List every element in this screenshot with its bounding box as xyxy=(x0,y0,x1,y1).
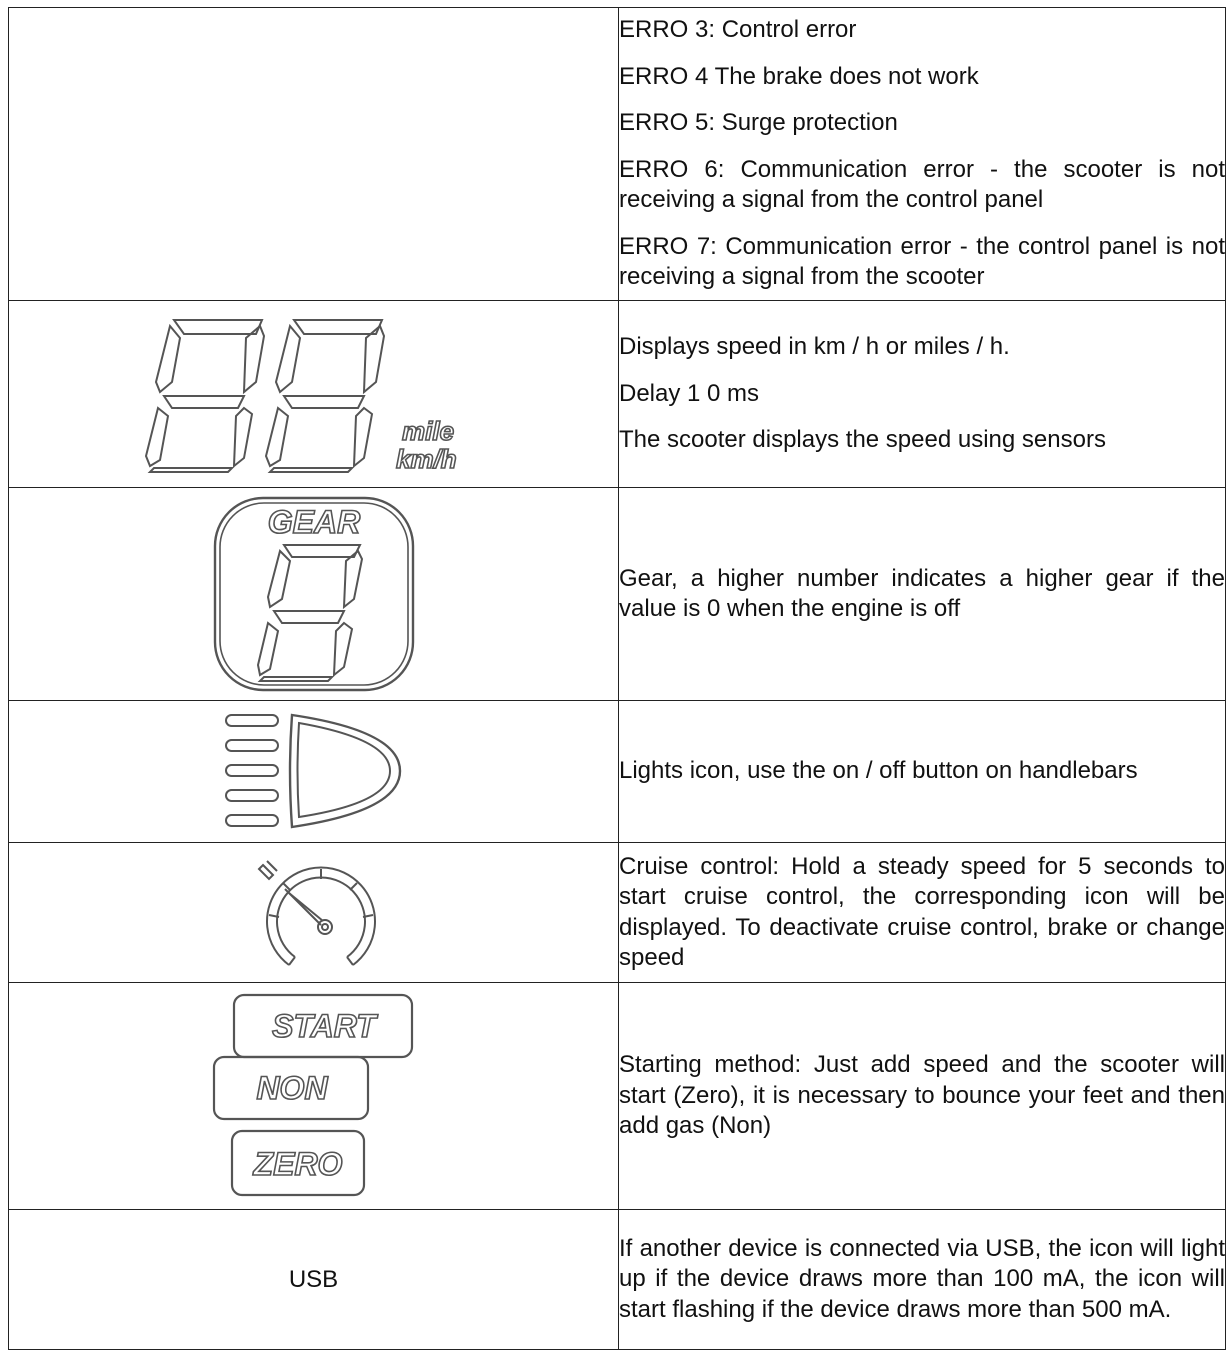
table-row xyxy=(9,301,1226,488)
icon-cell xyxy=(9,983,619,1210)
cruise-description: Cruise control: Hold a steady speed for 5 seconds to start cruise control, the corresponding icon will be displayed. To deactivate cruise control, brake or change speed xyxy=(619,852,1225,971)
description-cell xyxy=(619,8,1226,301)
headlight-icon xyxy=(224,711,404,833)
icon-cell xyxy=(9,701,619,843)
start-description: Starting method: Just add speed and the scooter will start (Zero), it is necessary to bounce your feet and then add gas (Non) xyxy=(619,1051,1225,1140)
speed-description-2: Delay 1 0 ms xyxy=(619,379,760,407)
table-row xyxy=(9,843,1226,983)
manual-table xyxy=(8,7,1226,1350)
usb-label: USB xyxy=(288,1265,339,1293)
start-label: START xyxy=(271,1008,376,1044)
table-row xyxy=(9,1210,1226,1350)
cruise-control-icon xyxy=(249,857,379,969)
icon-cell xyxy=(9,488,619,701)
non-label: NON xyxy=(255,1070,328,1106)
speed-display-icon xyxy=(144,312,484,477)
table-row xyxy=(9,983,1226,1210)
zero-label: ZERO xyxy=(253,1146,342,1182)
description-cell xyxy=(619,701,1226,843)
error-7-text: ERRO 7: Communication error - the control panel is not receiving a signal from the scooter xyxy=(619,232,1225,291)
gear-label: GEAR xyxy=(267,504,360,540)
lights-description: Lights icon, use the on / off button on handlebars xyxy=(619,757,1138,785)
table-row xyxy=(9,701,1226,843)
description-cell xyxy=(619,843,1226,983)
error-3-text: ERRO 3: Control error xyxy=(619,16,857,44)
table-row xyxy=(9,8,1226,301)
speed-description-3: The scooter displays the speed using sensors xyxy=(619,426,1106,454)
description-cell xyxy=(619,301,1226,488)
error-6-text: ERRO 6: Communication error - the scooter is not receiving a signal from the control panel xyxy=(619,155,1225,214)
table-row xyxy=(9,488,1226,701)
start-mode-icon xyxy=(212,993,416,1199)
icon-cell xyxy=(9,301,619,488)
icon-cell xyxy=(9,1210,619,1350)
gear-description: Gear, a higher number indicates a higher gear if the value is 0 when the engine is off xyxy=(619,564,1225,622)
error-4-text: ERRO 4 The brake does not work xyxy=(619,62,979,90)
description-cell xyxy=(619,488,1226,701)
gear-display-icon xyxy=(212,495,416,693)
usb-description: If another device is connected via USB, the icon will light up if the device draws more than 100 mA, the icon will start flashing if the device draws more than 500 mA. xyxy=(619,1234,1225,1323)
speed-description-1: Displays speed in km / h or miles / h. xyxy=(619,333,1010,361)
error-5-text: ERRO 5: Surge protection xyxy=(619,109,898,137)
kmh-unit-label: km/h xyxy=(395,443,457,474)
icon-cell-empty xyxy=(9,8,619,301)
icon-cell xyxy=(9,843,619,983)
description-cell xyxy=(619,983,1226,1210)
description-cell xyxy=(619,1210,1226,1350)
mile-unit-label: mile xyxy=(401,415,454,446)
